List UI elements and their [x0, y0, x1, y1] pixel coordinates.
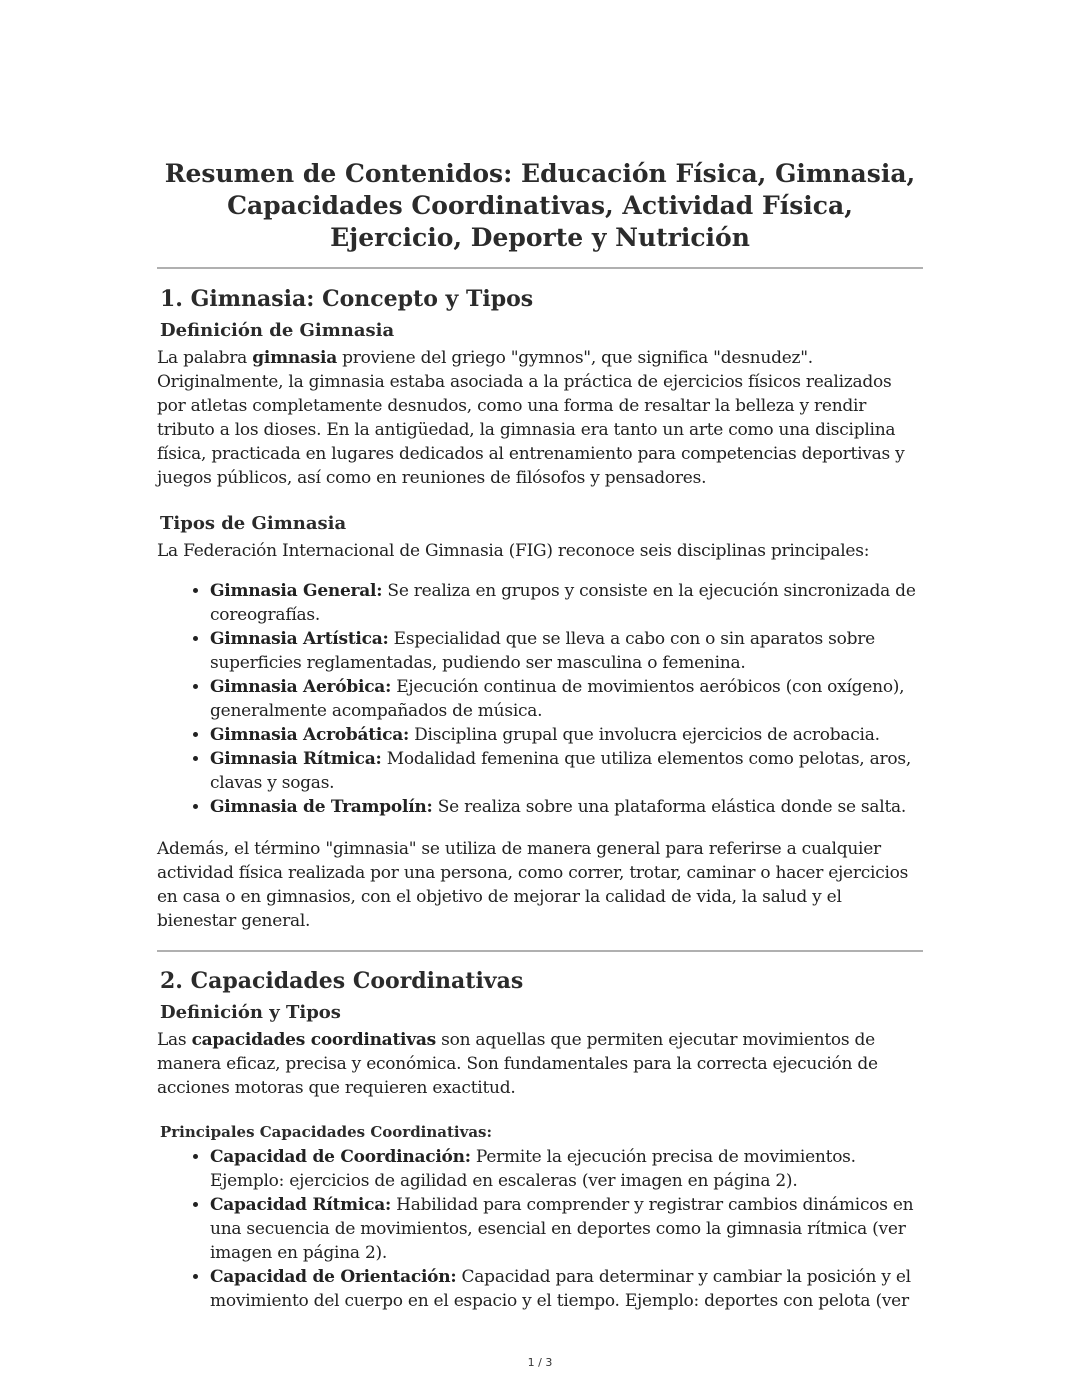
section-divider	[157, 950, 923, 952]
principales-capacidades-heading: Principales Capacidades Coordinativas:	[160, 1123, 493, 1141]
list-item: • Gimnasia Acrobática: Disciplina grupal que involucra ejercicios de acrobacia.	[210, 723, 923, 747]
list-item: • Capacidad de Coordinación: Permite la ejecución precisa de movimientos. Ejemplo: ejercicios de agilidad en escaleras (ver imagen en página 2).	[210, 1145, 923, 1193]
definicion-tipos-heading: Definición y Tipos	[160, 1002, 341, 1023]
section-1-heading: 1. Gimnasia: Concepto y Tipos	[160, 286, 534, 312]
list-item: • Gimnasia Artística: Especialidad que se lleva a cabo con o sin aparatos sobre superficies reglamentadas, pudiendo ser masculina o femenina.	[210, 627, 923, 675]
definicion-gimnasia-paragraph: La palabra gimnasia proviene del griego "gymnos", que significa "desnudez". Originalmente, la gimnasia estaba asociada a la práctica de ejercicios físicos realizados por atletas completamente desnudos, como una forma de resaltar la belleza y rendir tributo a los dioses. En la antigüedad, la gimnasia era tanto un arte como una disciplina física, practicada en lugares dedicados al entrenamiento para competencias deportivas y juegos públicos, así como en reuniones de filósofos y pensadores.	[157, 348, 905, 488]
document-page	[157, 158, 923, 1313]
list-item: • Capacidad Rítmica: Habilidad para comprender y registrar cambios dinámicos en una secuencia de movimientos, esencial en deportes como la gimnasia rítmica (ver imagen en página 2).	[210, 1193, 923, 1265]
list-item: • Gimnasia Rítmica: Modalidad femenina que utiliza elementos como pelotas, aros, clavas y sogas.	[210, 747, 923, 795]
tipos-gimnasia-intro: La Federación Internacional de Gimnasia (FIG) reconoce seis disciplinas principales:	[157, 541, 870, 561]
list-item: • Capacidad de Orientación: Capacidad para determinar y cambiar la posición y el movimiento del cuerpo en el espacio y el tiempo. Ejemplo: deportes con pelota (ver	[210, 1265, 923, 1313]
capacidades-list	[157, 1145, 923, 1313]
list-item: • Gimnasia Aeróbica: Ejecución continua de movimientos aeróbicos (con oxígeno), generalmente acompañados de música.	[210, 675, 923, 723]
gimnasia-closing-paragraph: Además, el término "gimnasia" se utiliza de manera general para referirse a cualquier actividad física realizada por una persona, como correr, trotar, caminar o hacer ejercicios en casa o en gimnasios, con el objetivo de mejorar la calidad de vida, la salud y el bienestar general.	[157, 839, 909, 931]
page-number: 1 / 3	[527, 1356, 553, 1369]
keyword-capacidades-coordinativas: capacidades coordinativas	[191, 1030, 436, 1050]
list-item: • Gimnasia de Trampolín: Se realiza sobre una plataforma elástica donde se salta.	[210, 795, 923, 819]
capacidades-definition-paragraph: Las capacidades coordinativas son aquellas que permiten ejecutar movimientos de manera eficaz, precisa y económica. Son fundamentales para la correcta ejecución de acciones motoras que requieren exactitud.	[157, 1030, 878, 1098]
section-divider	[157, 267, 923, 269]
list-item: • Gimnasia General: Se realiza en grupos y consiste en la ejecución sincronizada de coreografías.	[210, 579, 923, 627]
keyword-gimnasia: gimnasia	[252, 348, 337, 368]
section-2-heading: 2. Capacidades Coordinativas	[160, 968, 524, 994]
definicion-gimnasia-heading: Definición de Gimnasia	[160, 320, 395, 341]
document-title: Resumen de Contenidos: Educación Física, Gimnasia, Capacidades Coordinativas, Actividad Física, Ejercicio, Deporte y Nutrición	[164, 159, 916, 252]
tipos-gimnasia-list	[157, 579, 923, 819]
tipos-gimnasia-heading: Tipos de Gimnasia	[160, 513, 347, 534]
